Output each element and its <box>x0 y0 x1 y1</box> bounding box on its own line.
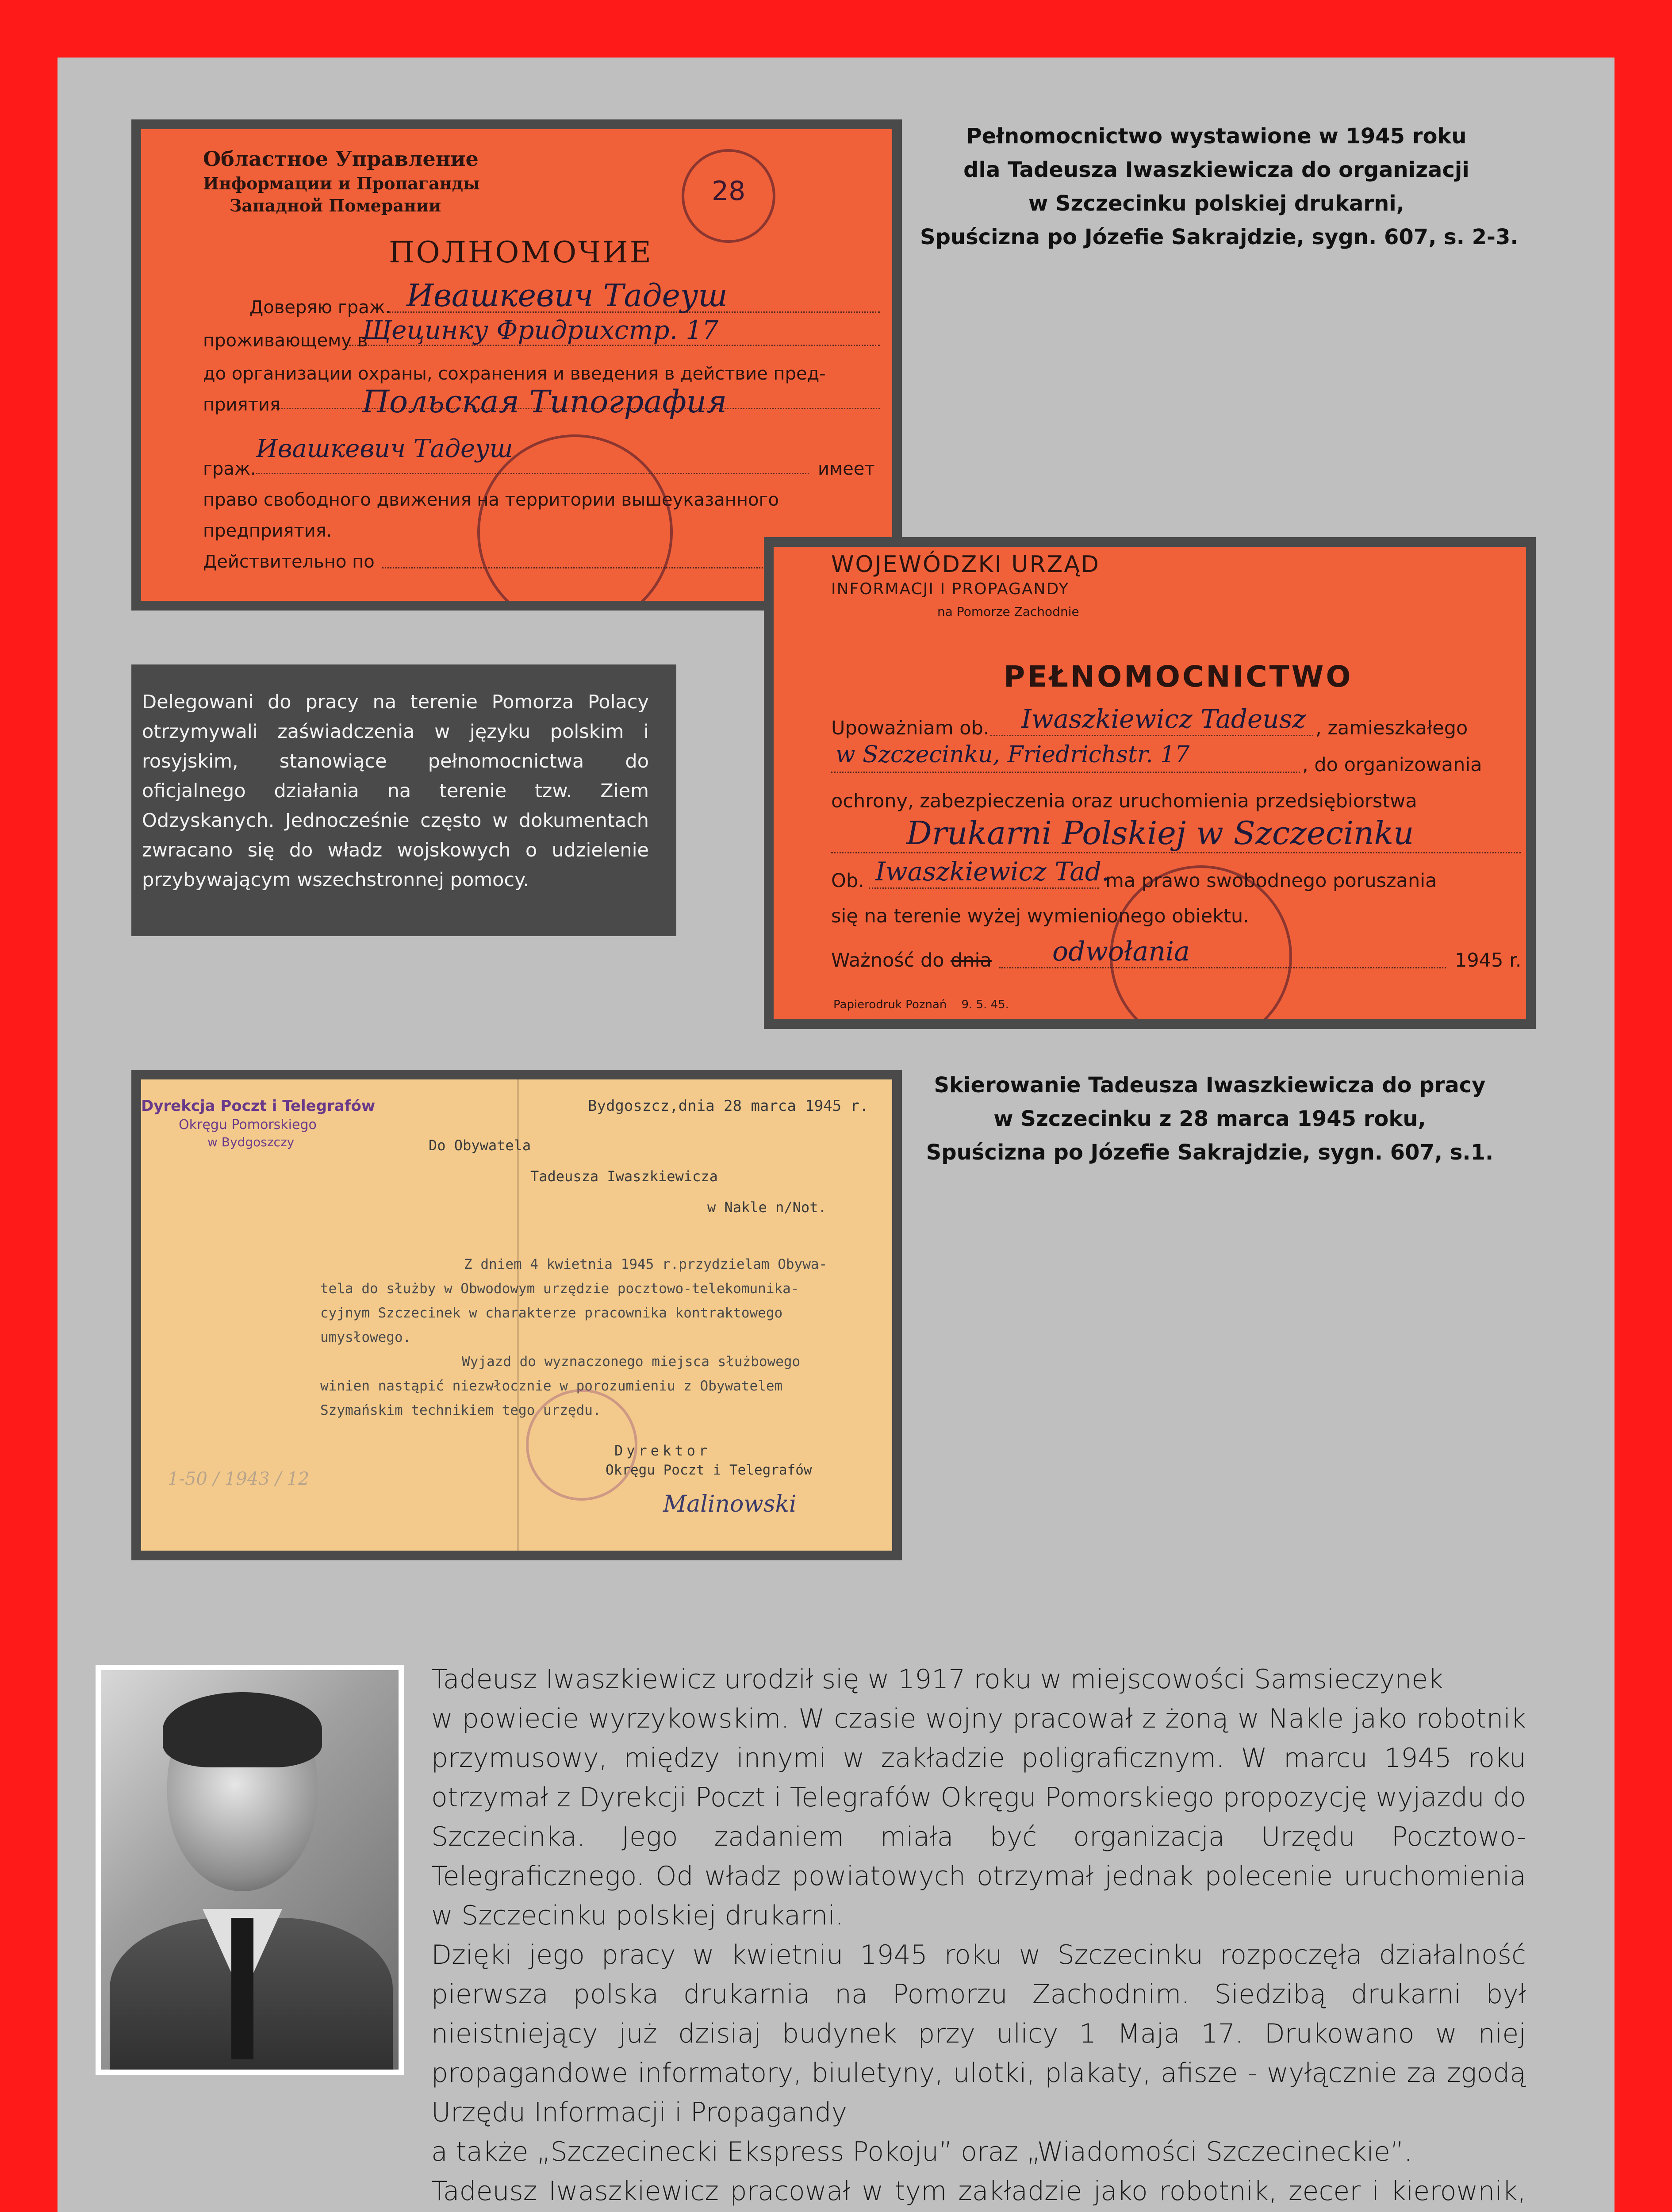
russian-header-line-3: Западной Померании <box>230 196 441 215</box>
polish-title: PEŁNOMOCNICTWO <box>1004 660 1353 694</box>
portrait-photo <box>101 1670 399 2070</box>
polish-line-5-dots <box>869 887 1099 889</box>
russian-line-1-handwriting: Ивашкевич Тадеуш <box>406 277 728 314</box>
letter-round-stamp <box>526 1389 637 1501</box>
letter-signature-office: Okręgu Poczt i Telegrafów <box>606 1462 812 1478</box>
polish-line-7-handwriting: odwołania <box>1052 936 1190 967</box>
biography-paragraph-1: Tadeusz Iwaszkiewicz urodził się w 1917 roku w miejscowości Samsieczynek <box>431 1664 1443 1695</box>
letter-fold-line <box>517 1079 519 1551</box>
caption-authorization <box>920 119 1519 254</box>
polish-line-4-handwriting: Drukarni Polskiej w Szczecinku <box>906 814 1414 852</box>
letter-stamp-line-1: Dyrekcja Poczt i Telegrafów <box>141 1097 376 1115</box>
polish-document-sheet <box>774 547 1526 1019</box>
letter-body-line-2: tela do służby w Obwodowym urzędzie pocztowo-telekomunika- <box>320 1281 799 1297</box>
letter-body-line-6: winien nastąpić niezwłocznie w porozumieniu z Obywatelem <box>320 1378 783 1394</box>
russian-line-5-handwriting: Ивашкевич Тадеуш <box>256 434 513 463</box>
russian-header-line-2: Информации и Пропаганды <box>203 173 480 193</box>
russian-line-8: Действительно по <box>203 552 375 572</box>
polish-line-2-handwriting: w Szczecinku, Friedrichstr. 17 <box>836 741 1190 768</box>
caption-authorization-line-2: dla Tadeusza Iwaszkiewicza do organizacji <box>963 157 1469 182</box>
russian-line-4-handwriting: Польская Типография <box>362 384 727 420</box>
portrait-frame <box>96 1665 404 2075</box>
polish-line-7-label: Ważność do <box>831 949 944 972</box>
russian-header-line-1: Областное Управление <box>203 147 479 171</box>
caption-referral <box>911 1068 1508 1169</box>
caption-referral-line-1: Skierowanie Tadeusza Iwaszkiewicza do pracy <box>934 1073 1486 1098</box>
letter-signature: Malinowski <box>663 1491 797 1517</box>
polish-line-7-struck: dnia <box>951 949 992 972</box>
letter-sheet <box>141 1079 892 1551</box>
delegation-note-box <box>131 664 676 936</box>
polish-line-3: ochrony, zabezpieczenia oraz uruchomienia przedsiębiorstwa <box>831 790 1417 812</box>
polish-line-1-handwriting: Iwaszkiewicz Tadeusz <box>1021 704 1306 734</box>
archive-stamp-number: 28 <box>712 176 746 207</box>
biography-paragraph-2: w powiecie wyrzykowskim. W czasie wojny pracował z żoną w Nakle jako robotnik przymusowy, między innymi w zakładzie poligraficznym. W marcu 1945 roku otrzymał z Dyrekcji Poczt i Telegrafów Okręgu Pomorskiego propozycję wyjazdu do Szczecinka. Jego zadaniem miała być organizacja Urzędu Pocztowo- Telegraficznego. Od władz powiatowych otrzymał jednak polecenie uruchomienia w Szczecinku polskiej drukarni. <box>431 1703 1526 1931</box>
letter-stamp-line-2: Okręgu Pomorskiego <box>179 1117 317 1133</box>
russian-line-3: до организации охраны, сохранения и введения в действие пред- <box>203 364 826 384</box>
letter-body-line-3: cyjnym Szczecinek w charakterze pracownika kontraktowego <box>320 1305 783 1321</box>
letter-addressee-line-2: Tadeusza Iwaszkiewicza <box>530 1168 718 1185</box>
letter-body-line-7: Szymańskim technikiem tego urzędu. <box>320 1402 601 1418</box>
post-office-referral-letter <box>131 1070 902 1560</box>
letter-body-line-4: umysłowego. <box>320 1329 411 1345</box>
delegation-note-text: Delegowani do pracy na terenie Pomorza Polacy otrzymywali zaświadczenia w języku polskim i rosyjskim, stanowiące pełnomocnictwa do oficjalnego działania na terenie tzw. Ziem Odzyskanych. Jednocześnie często w dokumentach zwracano się do władz wojskowych o udzielenie przybywającym wszechstronnej pomocy. <box>142 691 649 891</box>
polish-line-4-dots <box>831 852 1521 853</box>
letter-date: Bydgoszcz,dnia 28 marca 1945 r. <box>588 1097 869 1115</box>
polish-line-5-handwriting: Iwaszkiewicz Tad. <box>875 856 1110 887</box>
polish-line-2-end: , do organizowania <box>1302 754 1482 776</box>
polish-line-6: się na terenie wyżej wymienionego obiektu. <box>831 905 1249 927</box>
caption-authorization-line-1: Pełnomocnictwo wystawione w 1945 roku <box>966 124 1467 149</box>
polish-line-2-dots <box>831 772 1300 773</box>
russian-line-5-label: граж. <box>203 459 256 479</box>
letter-addressee-line-1: Do Obywatela <box>429 1137 531 1154</box>
polish-footer: Papierodruk Poznań 9. 5. 45. <box>833 998 1009 1011</box>
polish-line-1-label: Upoważniam ob. <box>831 717 989 739</box>
letter-addressee-line-3: w Nakle n/Not. <box>707 1199 827 1216</box>
russian-line-1-label: Доверяю граж. <box>249 297 391 318</box>
russian-title: ПОЛНОМОЧИЕ <box>389 235 653 269</box>
polish-line-1-end: , zamieszkałego <box>1315 717 1468 739</box>
biography-paragraph-5: Tadeusz Iwaszkiewicz pracował w tym zakładzie jako robotnik, zecer i kierownik, <box>431 2176 1526 2207</box>
letter-stamp-line-3: w Bydgoszczy <box>207 1135 295 1149</box>
russian-line-2-handwriting: Щецинку Фридрихстр. 17 <box>362 315 719 345</box>
russian-line-2-label: проживающему в <box>203 330 368 351</box>
russian-line-7: предприятия. <box>203 521 332 541</box>
caption-authorization-line-3: w Szczecinku polskiej drukarni, <box>1028 191 1404 216</box>
russian-line-6: право свободного движения на территории вышеуказанного <box>203 490 779 510</box>
portrait-hair-shape <box>163 1692 322 1767</box>
letter-signature-title: Dyrektor <box>614 1442 711 1459</box>
polish-header-line-1: WOJEWÓDZKI URZĄD <box>831 551 1100 578</box>
caption-referral-line-2: w Szczecinku z 28 marca 1945 roku, <box>993 1106 1426 1131</box>
russian-document-sheet <box>141 129 892 601</box>
caption-referral-line-3: Spuścizna po Józefie Sakrajdzie, sygn. 607, s.1. <box>926 1140 1494 1165</box>
polish-line-1-dots <box>990 735 1313 736</box>
russian-line-4-label: приятия <box>203 395 280 415</box>
letter-body-line-1: Z dniem 4 kwietnia 1945 r.przydzielam Obywa- <box>464 1256 828 1272</box>
polish-line-7-year: 1945 r. <box>1455 949 1522 972</box>
letter-body-line-5: Wyjazd do wyznaczonego miejsca służbowego <box>462 1354 801 1370</box>
polish-line-5-label: Ob. <box>831 870 864 892</box>
caption-authorization-line-4: Spuścizna po Józefie Sakrajdzie, sygn. 607, s. 2-3. <box>920 225 1519 250</box>
biography-paragraph-3: Dzięki jego pracy w kwietniu 1945 roku w Szczecinku rozpoczęła działalność pierwsza polska drukarnia na Pomorzu Zachodnim. Siedzibą drukarni był nieistniejący już dzisiaj budynek przy ulicy 1 Maja 17. Drukowano w niej propagandowe informatory, biuletyny, ulotki, plakaty, afisze - wyłącznie za zgodą Urzędu Informacji i Propagandy <box>431 1939 1526 2128</box>
russian-line-5-end: имеет <box>818 459 875 479</box>
polish-line-5-end: ma prawo swobodnego poruszania <box>1105 870 1437 892</box>
polish-header-line-3: na Pomorze Zachodnie <box>937 604 1079 619</box>
letter-pencil-note: 1-50 / 1943 / 12 <box>168 1469 310 1489</box>
portrait-tie-shape <box>231 1918 253 2059</box>
biography-paragraph-4: a także „Szczecinecki Ekspress Pokoju” oraz „Wiadomości Szczecineckie”. <box>431 2136 1413 2167</box>
polish-header-line-2: INFORMACJI I PROPAGANDY <box>831 580 1070 598</box>
polish-authorization-document <box>764 537 1536 1029</box>
biography-text <box>431 1660 1526 2212</box>
